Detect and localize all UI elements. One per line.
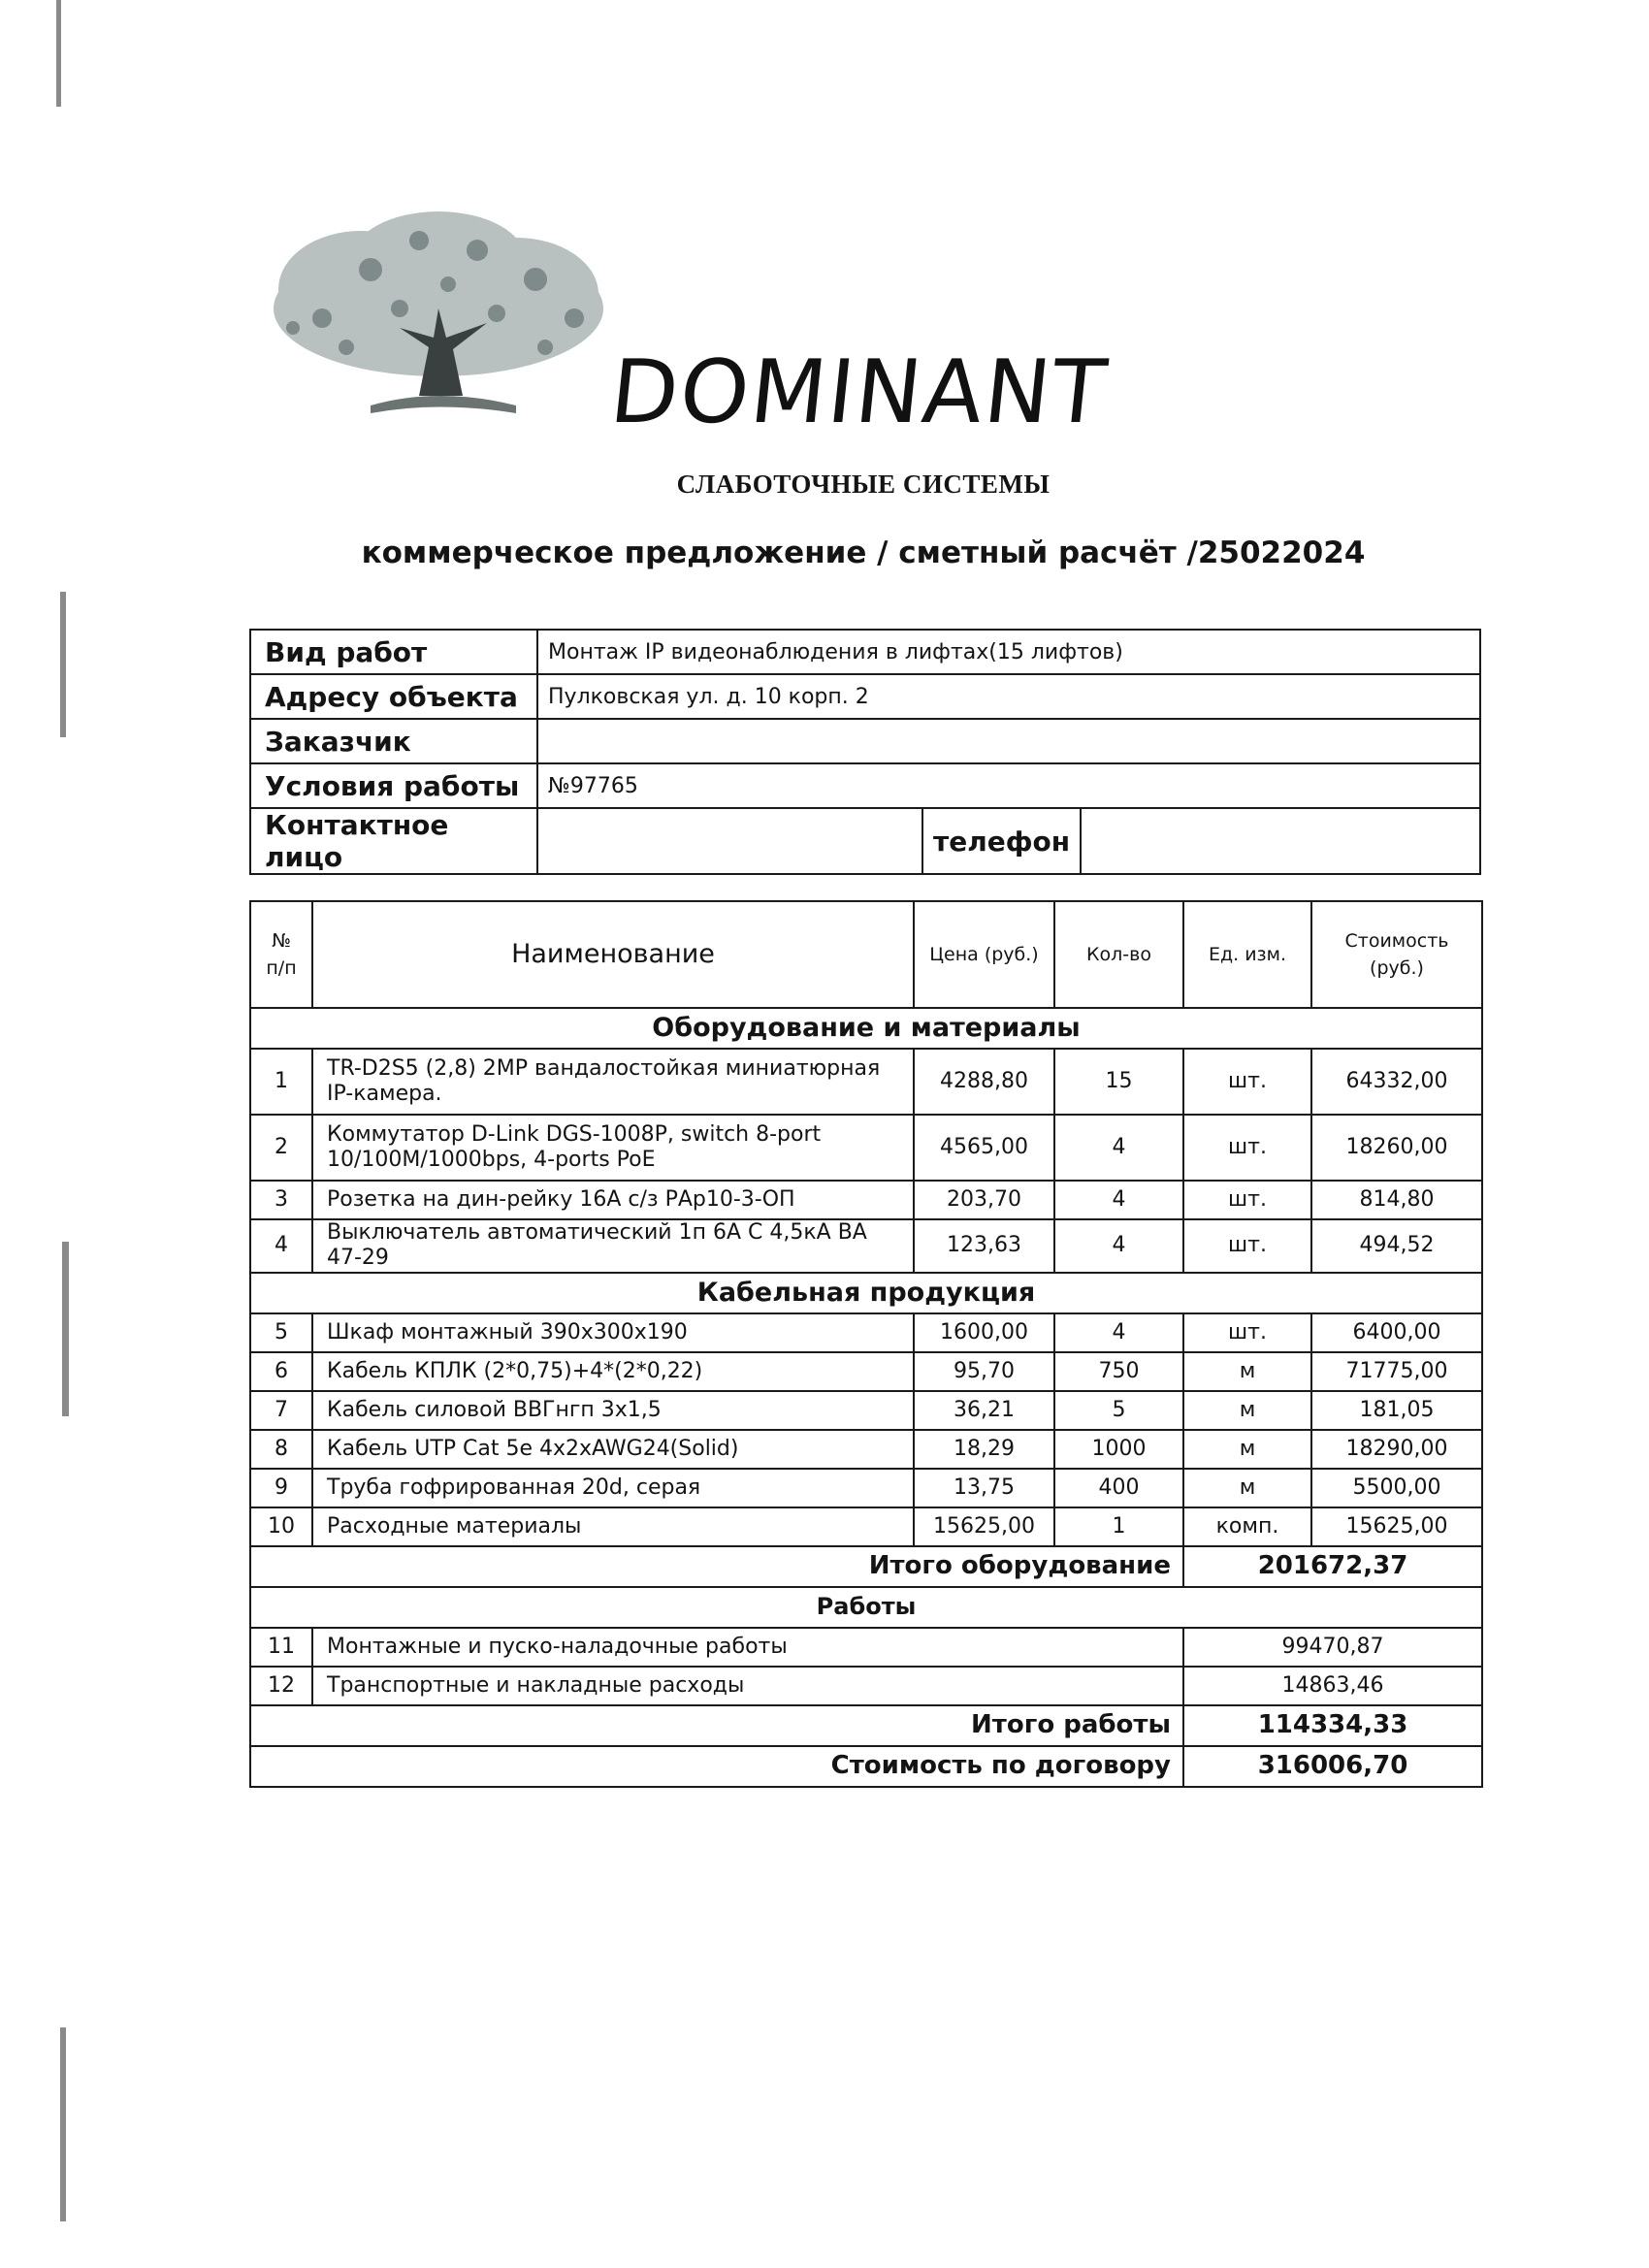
col-cost-header: Стоимость (руб.): [1311, 901, 1482, 1008]
col-name-header: Наименование: [312, 901, 914, 1008]
customer-value: [537, 719, 1480, 763]
info-table: [249, 629, 1481, 875]
row-cost: 6400,00: [1311, 1313, 1482, 1352]
col-qty-header: Кол-во: [1054, 901, 1183, 1008]
row-cost: 71775,00: [1311, 1352, 1482, 1391]
row-cost: 18260,00: [1311, 1115, 1482, 1181]
row-num: 8: [250, 1430, 312, 1469]
row-name: Коммутатор D-Link DGS-1008P, switch 8-port 10/100M/1000bps, 4-ports PoE: [312, 1115, 914, 1181]
row-num: 9: [250, 1469, 312, 1507]
table-row: [250, 1667, 1482, 1705]
row-name: Транспортные и накладные расходы: [312, 1667, 1183, 1705]
row-name: Кабель КПЛК (2*0,75)+4*(2*0,22): [312, 1352, 914, 1391]
table-row: [250, 1049, 1482, 1115]
row-num: 6: [250, 1352, 312, 1391]
row-unit: м: [1183, 1430, 1311, 1469]
total-row: [250, 1746, 1482, 1787]
row-price: 1600,00: [914, 1313, 1054, 1352]
row-qty: 750: [1054, 1352, 1183, 1391]
table-row: [250, 1507, 1482, 1546]
row-unit: м: [1183, 1391, 1311, 1430]
table-row: [250, 1430, 1482, 1469]
section-row: [250, 1587, 1482, 1628]
phone-value: [1081, 808, 1480, 874]
conditions-label: Условия работы: [250, 763, 537, 808]
info-row: [250, 808, 1480, 874]
col-num-header: № п/п: [250, 901, 312, 1008]
scan-mark: [62, 1242, 69, 1416]
contract-cost-label: Стоимость по договору: [250, 1746, 1183, 1787]
row-name: Шкаф монтажный 390х300х190: [312, 1313, 914, 1352]
info-row: [250, 763, 1480, 808]
row-price: 123,63: [914, 1219, 1054, 1273]
table-row: [250, 1181, 1482, 1219]
conditions-value: №97765: [537, 763, 1480, 808]
info-row: [250, 630, 1480, 674]
scan-mark: [60, 2027, 66, 2221]
row-num: 3: [250, 1181, 312, 1219]
row-num: 11: [250, 1628, 312, 1667]
row-unit: шт.: [1183, 1115, 1311, 1181]
col-price-header: Цена (руб.): [914, 901, 1054, 1008]
row-cost: 181,05: [1311, 1391, 1482, 1430]
row-num: 12: [250, 1667, 312, 1705]
row-num: 7: [250, 1391, 312, 1430]
work-type-value: Монтаж IP видеонаблюдения в лифтах(15 лифтов): [537, 630, 1480, 674]
row-num: 10: [250, 1507, 312, 1546]
row-name: TR-D2S5 (2,8) 2MP вандалостойкая миниатюрная IP-камера.: [312, 1049, 914, 1115]
row-cost: 5500,00: [1311, 1469, 1482, 1507]
table-row: [250, 1469, 1482, 1507]
row-cost: 15625,00: [1311, 1507, 1482, 1546]
info-row: [250, 674, 1480, 719]
row-name: Розетка на дин-рейку 16А с/з РАр10-3-ОП: [312, 1181, 914, 1219]
row-cost: 18290,00: [1311, 1430, 1482, 1469]
row-qty: 1: [1054, 1507, 1183, 1546]
company-subtitle: СЛАБОТОЧНЫЕ СИСТЕМЫ: [676, 470, 1051, 499]
table-row: [250, 1628, 1482, 1667]
row-name: Расходные материалы: [312, 1507, 914, 1546]
contact-label: Контактное лицо: [250, 808, 537, 874]
brand-name: DOMINANT: [605, 341, 1114, 443]
section-cable: Кабельная продукция: [250, 1273, 1482, 1313]
row-unit: шт.: [1183, 1219, 1311, 1273]
row-qty: 1000: [1054, 1430, 1183, 1469]
row-price: 18,29: [914, 1430, 1054, 1469]
row-name: Кабель UTP Cat 5e 4x2xAWG24(Solid): [312, 1430, 914, 1469]
row-qty: 400: [1054, 1469, 1183, 1507]
work-type-label: Вид работ: [250, 630, 537, 674]
row-name: Монтажные и пуско-наладочные работы: [312, 1628, 1183, 1667]
total-row: [250, 1705, 1482, 1746]
info-row: [250, 719, 1480, 763]
row-name: Труба гофрированная 20d, серая: [312, 1469, 914, 1507]
total-works-value: 114334,33: [1183, 1705, 1482, 1746]
total-works-label: Итого работы: [250, 1705, 1183, 1746]
row-qty: 4: [1054, 1115, 1183, 1181]
row-cost: 99470,87: [1183, 1628, 1482, 1667]
table-row: [250, 1313, 1482, 1352]
row-unit: комп.: [1183, 1507, 1311, 1546]
row-price: 4288,80: [914, 1049, 1054, 1115]
table-row: [250, 1391, 1482, 1430]
row-num: 2: [250, 1115, 312, 1181]
row-price: 15625,00: [914, 1507, 1054, 1546]
row-cost: 814,80: [1311, 1181, 1482, 1219]
row-price: 4565,00: [914, 1115, 1054, 1181]
contact-value: [537, 808, 922, 874]
document-title: коммерческое предложение / сметный расчёт /25022024: [361, 535, 1366, 570]
row-unit: шт.: [1183, 1313, 1311, 1352]
row-cost: 64332,00: [1311, 1049, 1482, 1115]
row-price: 13,75: [914, 1469, 1054, 1507]
row-qty: 4: [1054, 1313, 1183, 1352]
row-name: Выключатель автоматический 1п 6А С 4,5кА ВА 47-29: [312, 1219, 914, 1273]
address-label: Адресу объекта: [250, 674, 537, 719]
scan-mark: [60, 592, 66, 737]
row-unit: шт.: [1183, 1049, 1311, 1115]
row-qty: 4: [1054, 1181, 1183, 1219]
total-equipment-label: Итого оборудование: [250, 1546, 1183, 1587]
row-unit: м: [1183, 1469, 1311, 1507]
estimate-table: [249, 900, 1483, 1788]
col-unit-header: Ед. изм.: [1183, 901, 1311, 1008]
row-unit: шт.: [1183, 1181, 1311, 1219]
table-row: [250, 1352, 1482, 1391]
table-header-row: [250, 901, 1482, 1008]
total-row: [250, 1546, 1482, 1587]
row-price: 203,70: [914, 1181, 1054, 1219]
row-num: 4: [250, 1219, 312, 1273]
scan-mark: [56, 0, 61, 107]
contract-cost-value: 316006,70: [1183, 1746, 1482, 1787]
address-value: Пулковская ул. д. 10 корп. 2: [537, 674, 1480, 719]
section-equipment: Оборудование и материалы: [250, 1008, 1482, 1049]
section-row: [250, 1008, 1482, 1049]
row-name: Кабель силовой ВВГнгп 3х1,5: [312, 1391, 914, 1430]
section-works: Работы: [250, 1587, 1482, 1628]
customer-label: Заказчик: [250, 719, 537, 763]
section-row: [250, 1273, 1482, 1313]
row-num: 1: [250, 1049, 312, 1115]
phone-label: телефон: [922, 808, 1081, 874]
total-equipment-value: 201672,37: [1183, 1546, 1482, 1587]
row-qty: 4: [1054, 1219, 1183, 1273]
row-price: 95,70: [914, 1352, 1054, 1391]
row-num: 5: [250, 1313, 312, 1352]
tree-logo-icon: [254, 202, 623, 425]
row-qty: 5: [1054, 1391, 1183, 1430]
row-cost: 14863,46: [1183, 1667, 1482, 1705]
row-qty: 15: [1054, 1049, 1183, 1115]
table-row: [250, 1115, 1482, 1181]
row-unit: м: [1183, 1352, 1311, 1391]
table-row: [250, 1219, 1482, 1273]
row-price: 36,21: [914, 1391, 1054, 1430]
row-cost: 494,52: [1311, 1219, 1482, 1273]
